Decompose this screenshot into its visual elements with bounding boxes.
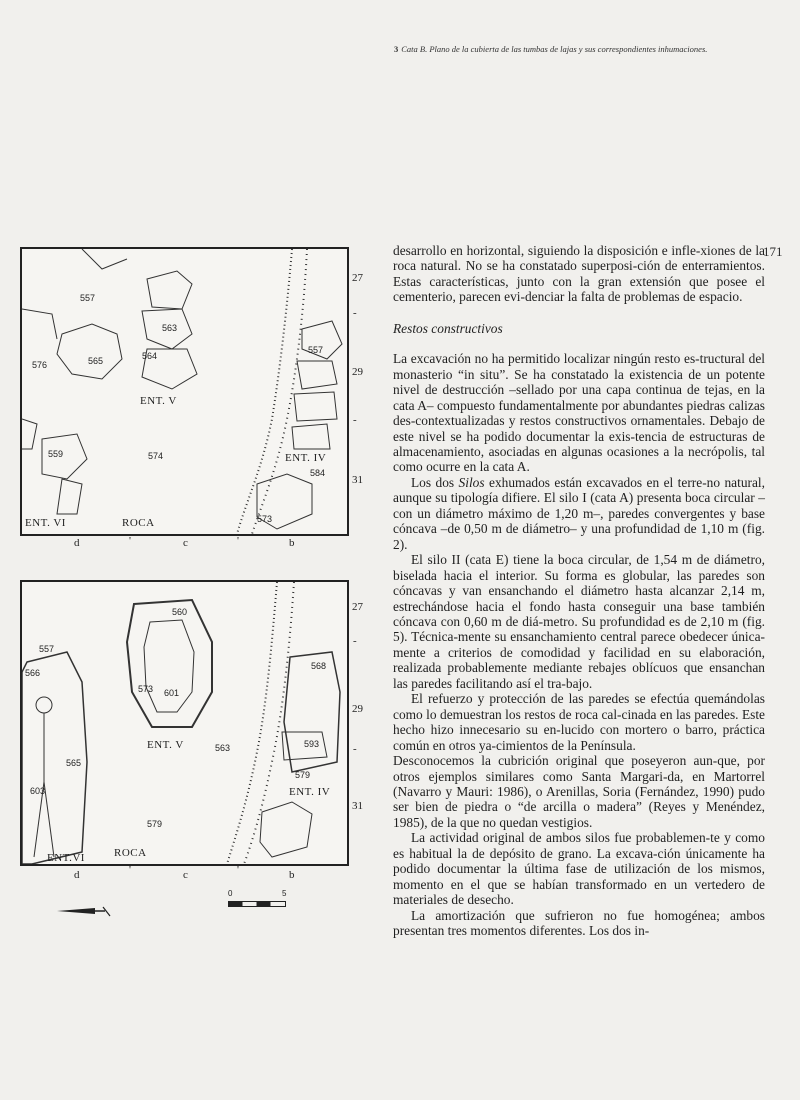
- plan-bottom-bottom-scale: b: [289, 869, 295, 881]
- paragraph: Desconocemos la cubrición original que poseyeron aun-que, por otros ejemplos similares como Santa Margari-da, en Martorrel (Navarro y Mauri: 1986), o Arenillas, Soria (Fernández, 1990) pudo ser bien de piedra o “de arcilla o madera” (Reyes y Menéndez, 1985), de la que no quedan vestigios.: [393, 753, 765, 830]
- plan-bottom-label: 579: [295, 770, 311, 780]
- plan-bottom-bottom-scale: ': [129, 864, 131, 876]
- plan-top-side-scale: 29: [352, 366, 363, 378]
- plan-bottom-label: 563: [215, 743, 231, 753]
- plan-top-label: 565: [88, 356, 104, 366]
- paragraph-text: exhumados están excavados en el terre-no natural, aunque su tipología difiere. El silo I (cata A) presenta boca circular –con un diámetro máximo de 1,20 m–, paredes convergentes y base cóncava –de 0,50 m de diámetro– y una profundidad de 1,10 m (fig. 2).: [393, 474, 765, 552]
- scalebar-start: 0: [228, 889, 233, 898]
- plan-top-label: 564: [142, 351, 158, 361]
- scalebar-end: 5: [282, 889, 287, 898]
- paragraph: La amortización que sufrieron no fue homogénea; ambos presentan tres momentos diferentes. Los dos in-: [393, 907, 765, 939]
- plan-top-bottom-scale: ': [129, 535, 131, 547]
- plan-bottom-zone: ROCA: [114, 847, 147, 859]
- plan-bottom-label: 565: [66, 758, 82, 768]
- plan-top-zone: ENT. VI: [25, 517, 66, 529]
- plan-bottom-side-scale: -: [353, 635, 357, 647]
- plan-top-label: 559: [48, 449, 64, 459]
- plan-top-label: 584: [310, 468, 326, 478]
- plan-top-label: 557: [80, 293, 96, 303]
- plan-top-label: 573: [257, 514, 273, 524]
- body-text: [393, 243, 765, 938]
- plan-top-bottom-scale: c: [183, 537, 188, 549]
- plan-top-side-scale: -: [353, 414, 357, 426]
- paragraph: [393, 475, 765, 552]
- north-arrow-icon: [55, 902, 115, 922]
- plan-bottom-bottom-scale: c: [183, 869, 188, 881]
- section-heading: Restos constructivos: [393, 320, 503, 336]
- caption-number: 3: [394, 44, 399, 54]
- plan-top-bottom-scale: d: [74, 537, 80, 549]
- scalebar: [228, 899, 288, 909]
- plan-bottom-label: 601: [164, 688, 180, 698]
- plan-bottom-side-scale: 27: [352, 601, 363, 613]
- plan-bottom-label: 603: [30, 786, 46, 796]
- plan-bottom-label: 593: [304, 739, 320, 749]
- plan-bottom-label: 568: [311, 661, 327, 671]
- paragraph: La excavación no ha permitido localizar ningún resto es-tructural del monasterio “in situ”. Se ha constatado la existencia de un potente nivel de destrucción –sellado por una capa continua de tejas, en la cata A– compuesto fundamentalmente por abundantes piedras calizas des-contextualizadas y restos constructivos ornamentales. Debajo de este nivel se ha podido documentar la exis-tencia de estructuras de almacenamiento, asociadas en algunas ocasiones a la necrópolis, tal como ocurre en la cata A.: [393, 351, 765, 475]
- paragraph: El silo II (cata E) tiene la boca circular, de 1,54 m de diámetro, biselada hacia el interior. Su forma es globular, las paredes son cóncavas y van ensanchando el diámetro hasta alcanzar 2,14 m, estrechándose hacia el fondo hasta conseguir una base también cóncava con 0,60 m de diá-metro. Su profundidad es de 2,10 m (fig. 5). Técnica-mente su ensanchamiento central parece obedecer única-mente a criterios de comodidad y facilidad en su elaboración, realizada probablemente mediante rebajes oblícuos que ensanchan las paredes facilitando así el tra-bajo.: [393, 552, 765, 691]
- plan-bottom-side-scale: 29: [352, 703, 363, 715]
- paragraph: El refuerzo y protección de las paredes se efectúa quemándolas como lo demuestran los restos de roca cal-cinada en las paredes. Este hecho hizo innecesario su en-lucido con mortero o barro, práctica común en otros ya-cimientos de la Península.: [393, 691, 765, 753]
- plan-bottom-zone: ENT.VI: [47, 852, 85, 864]
- paragraph: La actividad original de ambos silos fue probablemen-te y como es habitual la de depósito de grano. La excava-ción únicamente ha podido documentar la última fase de utilización de los mismos, momento en el que se habían transformado en un vertedero de materiales de desecho.: [393, 830, 765, 908]
- page-number: 171: [763, 244, 783, 259]
- plan-top-side-scale: -: [353, 307, 357, 319]
- plan-bottom-side-scale: 31: [352, 800, 363, 812]
- paragraph-text: Los dos: [411, 474, 459, 490]
- plan-top-zone: ENT. V: [140, 395, 177, 407]
- plan-top-label: 557: [308, 345, 324, 355]
- plan-bottom-label: 566: [25, 668, 41, 678]
- caption-text: Cata B. Plano de la cubierta de las tumbas de lajas y sus correspondientes inhumaciones.: [401, 44, 708, 54]
- plan-bottom-side-scale: -: [353, 743, 357, 755]
- plan-bottom-drawing: [22, 582, 347, 864]
- plan-top-side-scale: 27: [352, 272, 363, 284]
- plan-top-bottom-scale: b: [289, 537, 295, 549]
- plan-top: [20, 247, 349, 536]
- plan-bottom-zone: ENT. IV: [289, 786, 331, 798]
- plan-bottom-bottom-scale: ': [237, 864, 239, 876]
- emphasis: Silos: [458, 474, 485, 490]
- figure-caption: [394, 44, 774, 54]
- plan-top-label: 576: [32, 360, 48, 370]
- plan-top-side-scale: 31: [352, 474, 363, 486]
- plan-bottom-label: 579: [147, 819, 163, 829]
- plan-bottom-zone: ENT. V: [147, 739, 184, 751]
- plan-top-label: 574: [148, 451, 164, 461]
- plan-bottom-label: 560: [172, 607, 188, 617]
- plan-bottom-label: 573: [138, 684, 154, 694]
- plan-bottom-label: 557: [39, 644, 55, 654]
- plan-top-zone: ROCA: [122, 517, 155, 529]
- plan-bottom-bottom-scale: d: [74, 869, 80, 881]
- plan-top-label: 563: [162, 323, 178, 333]
- plan-top-zone: ENT. IV: [285, 452, 327, 464]
- plan-bottom: [20, 580, 349, 866]
- plan-top-drawing: [22, 249, 347, 534]
- plan-top-bottom-scale: ': [237, 535, 239, 547]
- paragraph: desarrollo en horizontal, siguiendo la disposición e infle-xiones de la roca natural. No se ha constatado superposi-ción de enterramientos. Estas características, junto con la gran extensión que posee el cementerio, parecen evi-denciar la falta de problemas de espacio.: [393, 243, 765, 305]
